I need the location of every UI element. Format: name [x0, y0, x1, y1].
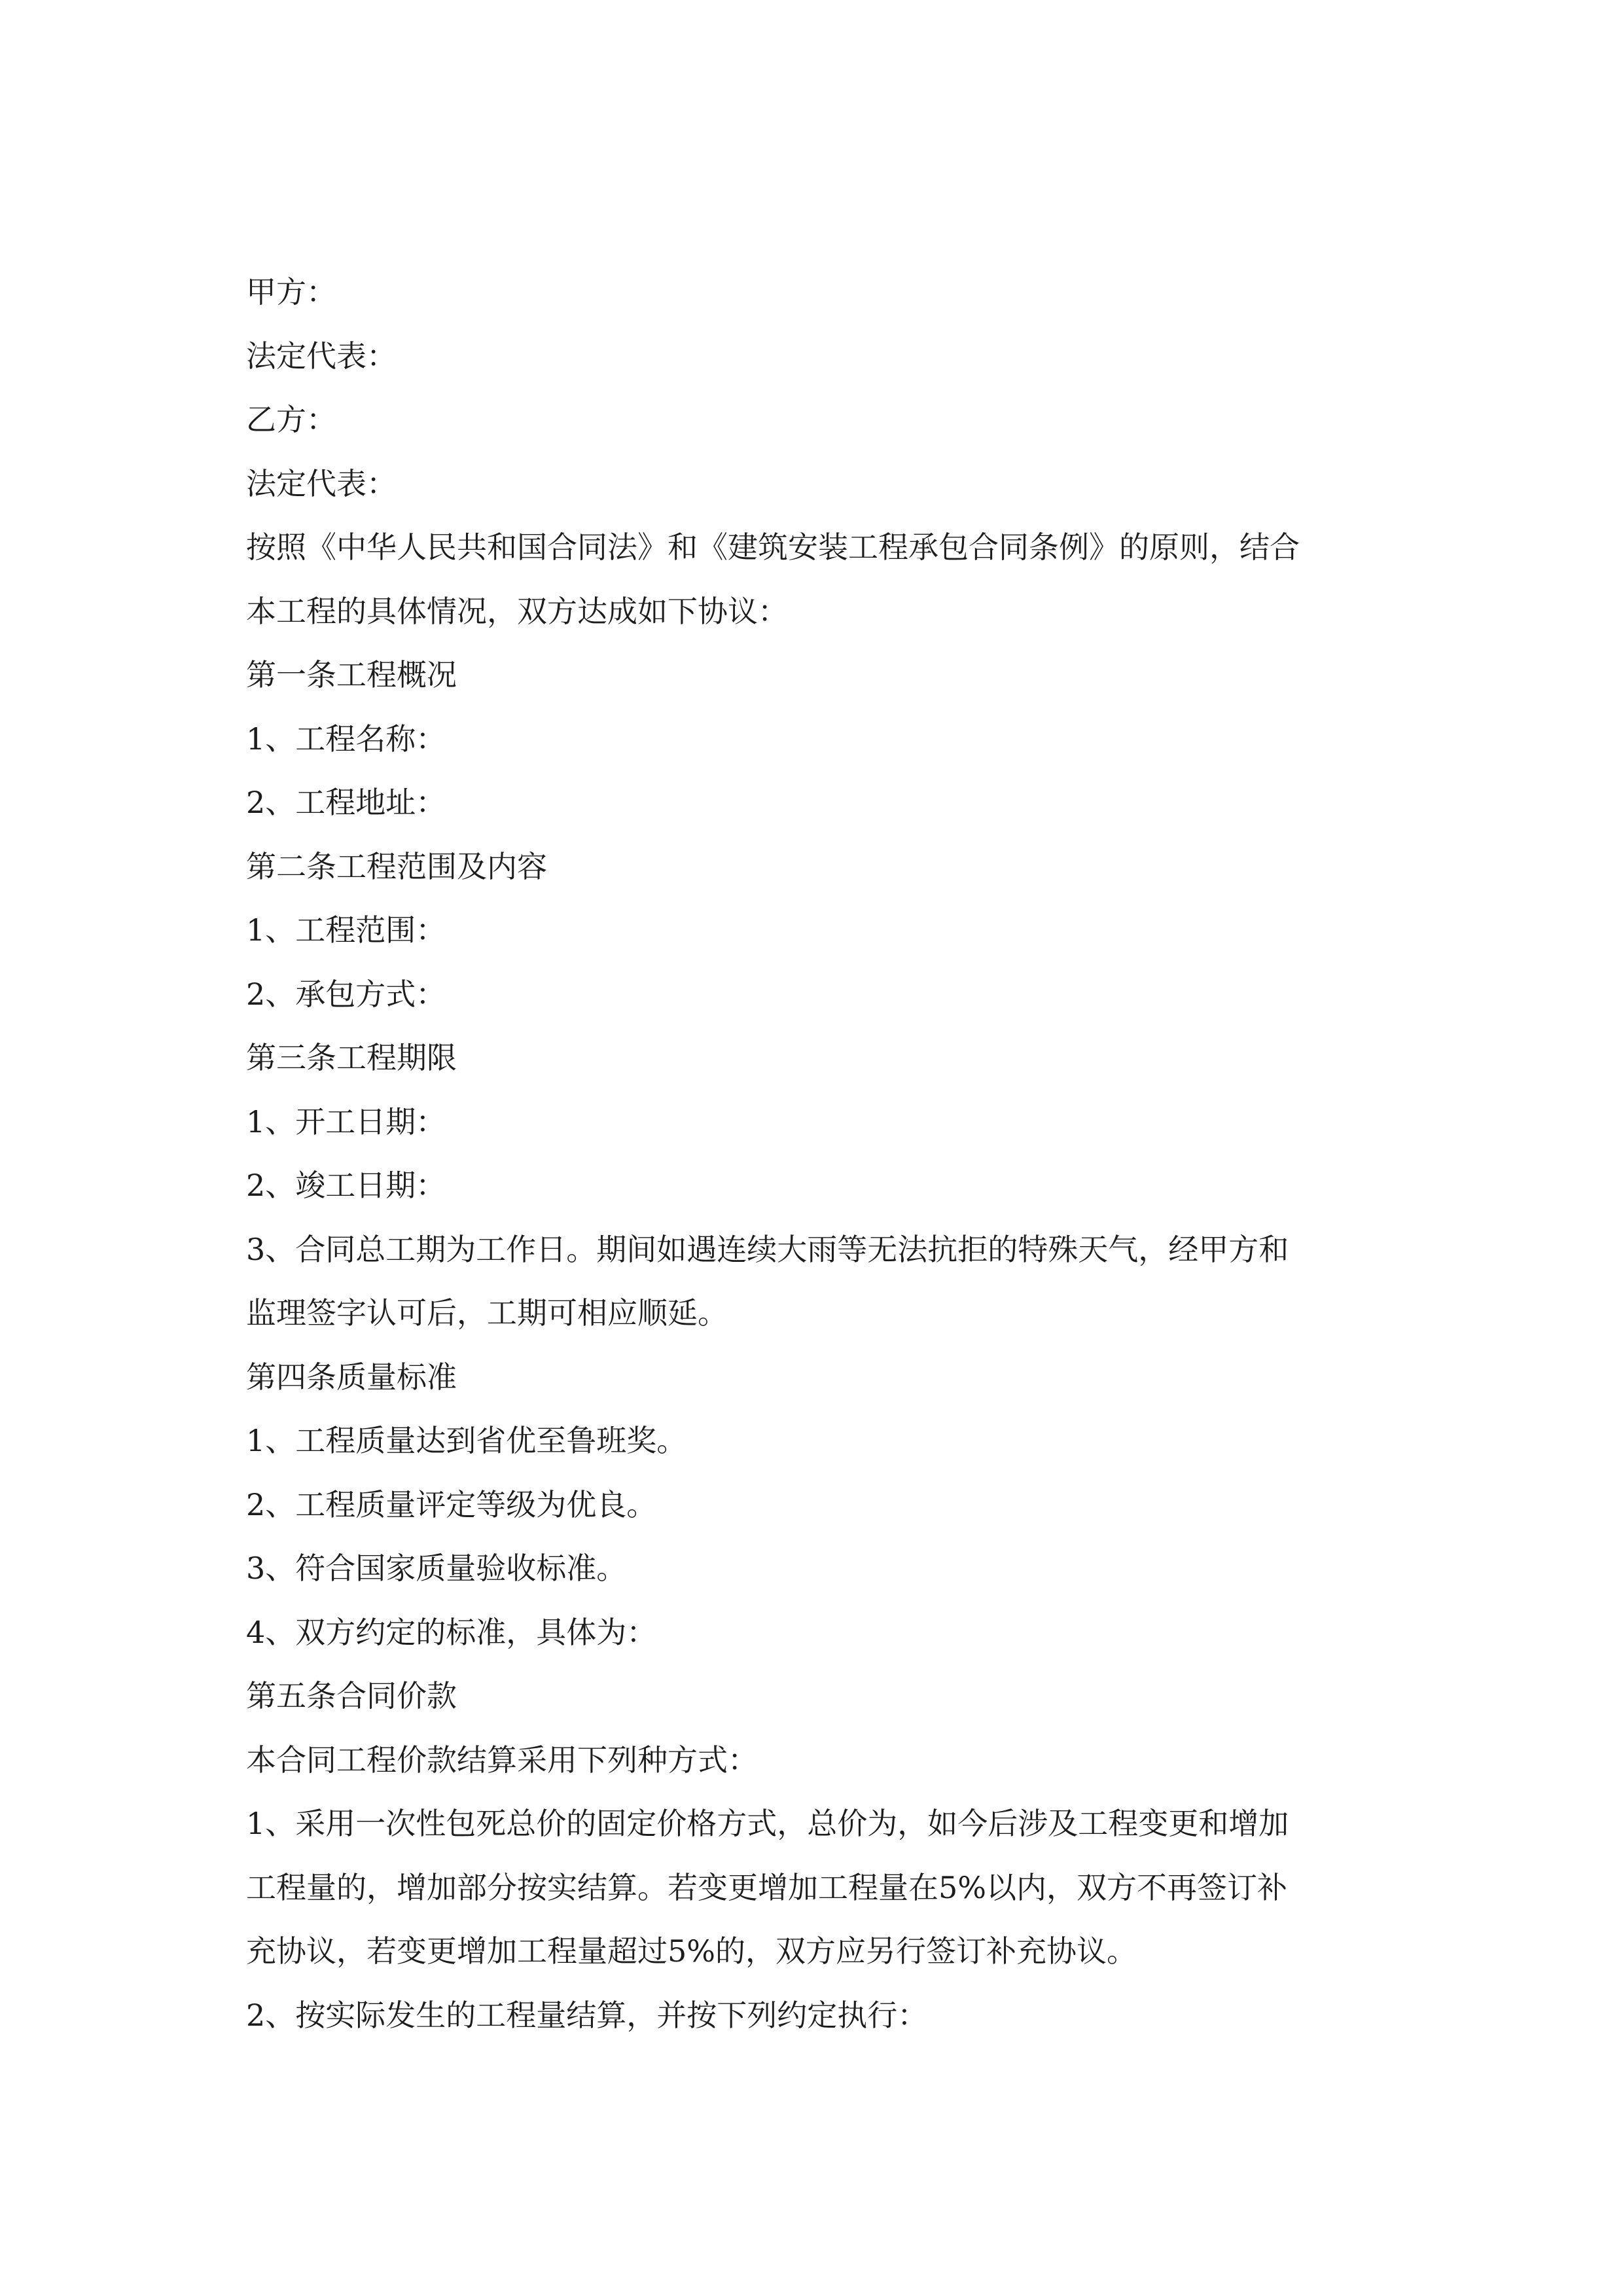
project-scope-item: 1、工程范围： [246, 912, 446, 948]
settlement-intro: 本合同工程价款结算采用下列种方式： [246, 1742, 758, 1778]
article-4-heading: 第四条质量标准 [246, 1359, 457, 1395]
preamble-line-2: 本工程的具体情况，双方达成如下协议： [246, 593, 788, 629]
quality-item-3: 3、符合国家质量验收标准。 [246, 1551, 627, 1586]
contract-method-item: 2、承包方式： [246, 976, 446, 1012]
party-a-representative-label: 法定代表： [246, 338, 397, 374]
article-3-heading: 第三条工程期限 [246, 1040, 457, 1075]
project-name-item: 1、工程名称： [246, 721, 446, 757]
settlement-option-2: 2、按实际发生的工程量结算，并按下列约定执行： [246, 1997, 928, 2033]
settlement-option-1-line-2: 工程量的，增加部分按实结算。若变更增加工程量在5%以内，双方不再签订补 [246, 1869, 1287, 1905]
quality-item-4: 4、双方约定的标准，具体为： [246, 1614, 657, 1650]
total-duration-line-2: 监理签字认可后，工期可相应顺延。 [246, 1295, 728, 1331]
party-b-representative-label: 法定代表： [246, 465, 397, 501]
project-address-item: 2、工程地址： [246, 785, 446, 820]
quality-item-2: 2、工程质量评定等级为优良。 [246, 1486, 657, 1522]
quality-item-1: 1、工程质量达到省优至鲁班奖。 [246, 1423, 687, 1458]
preamble-line-1: 按照《中华人民共和国合同法》和《建筑安装工程承包合同条例》的原则，结合 [246, 529, 1300, 565]
document-body [246, 260, 1385, 2047]
article-1-heading: 第一条工程概况 [246, 657, 457, 692]
article-5-heading: 第五条合同价款 [246, 1678, 457, 1713]
total-duration-line-1: 3、合同总工期为工作日。期间如遇连续大雨等无法抗拒的特殊天气，经甲方和 [246, 1231, 1289, 1267]
settlement-option-1-line-3: 充协议，若变更增加工程量超过5%的，双方应另行签订补充协议。 [246, 1933, 1137, 1969]
party-a-label: 甲方： [246, 274, 336, 310]
start-date-item: 1、开工日期： [246, 1103, 446, 1139]
completion-date-item: 2、竣工日期： [246, 1168, 446, 1203]
settlement-option-1-line-1: 1、采用一次性包死总价的固定价格方式，总价为，如今后涉及工程变更和增加 [246, 1806, 1289, 1841]
party-b-label: 乙方： [246, 402, 336, 437]
article-2-heading: 第二条工程范围及内容 [246, 848, 547, 884]
